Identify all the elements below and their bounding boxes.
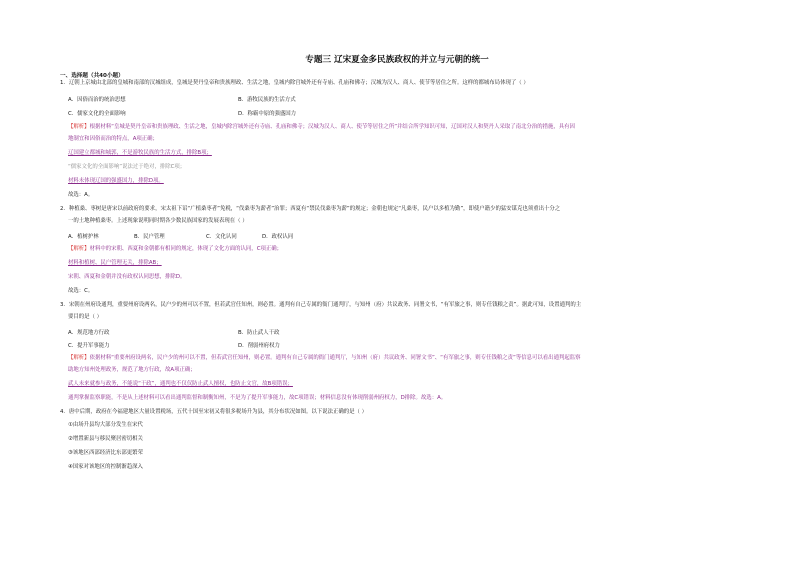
q3-analysis-tag: 【解析】 bbox=[68, 355, 90, 361]
q1-analysis-line-2: 地制宜和因俗而治的特点，A项正确； bbox=[68, 136, 158, 142]
q4-item-4: ④国家对该地区的控制渐趋深入 bbox=[68, 464, 143, 470]
q1-stem: 1．辽朝上京城由北部的皇城和南部的汉城组成，皇城是契丹皇帝和贵族理政、生活之地，皇城内除宫城外还有寺庙、孔庙和佛寺；汉城为汉人、商人、使节等居住之所。这样的都城布局体现了（ ） bbox=[60, 80, 529, 86]
q4-item-2: ②增置新县与移民聚居密切相关 bbox=[68, 436, 143, 442]
q2-analysis-text-1: 材料中的宋朝、西夏和金朝都有相同的规定，体现了文化方面的认同，C项正确； bbox=[89, 246, 283, 252]
q2-option-c: C．文化认同 bbox=[206, 234, 237, 240]
q3-analysis-line-1 bbox=[68, 355, 581, 362]
section-heading: 一、选择题（共40小题） bbox=[60, 73, 124, 79]
q1-analysis-line-5: 材料未体现辽国的强盛国力，排除D项。 bbox=[68, 178, 164, 184]
q1-option-a: A．因俗而治的统治思想 bbox=[68, 97, 126, 103]
q1-analysis-text-1: 根据材料“皇城是契丹皇帝和贵族理政、生活之地，皇城内除宫城外还有寺庙、孔庙和佛寺；汉城为汉人、商人、使节等居住之所”并结合所学知识可知，辽国对汉人和契丹人采取了南北分治的措施，具有因 bbox=[89, 124, 575, 130]
q1-option-c: C．儒家文化的全面影响 bbox=[68, 111, 126, 117]
q3-analysis-line-3: 武人未来就参与政务，不能说“干政”，通判也不仅仅防止武人擅权，也防止文官，故B项错误； bbox=[68, 381, 293, 387]
document-title: 专题三 辽宋夏金多民族政权的并立与元朝的统一 bbox=[305, 55, 489, 65]
q4-stem: 4．唐中后期，政府在今福建地区大量设置税场，五代十国至宋初又将很多税场升为县，其分布状况如图。以下说法正确的是（ ） bbox=[60, 409, 368, 415]
q3-analysis-line-2: 助地方知州处理政务，规范了地方行政，故A项正确； bbox=[68, 367, 196, 373]
q2-stem-line-1: 2．种植桑、枣树是唐宋以前政府的要求，宋太祖下诏“广植桑枣者”免税，“伐桑枣为薪者”治罪；西夏有“禁民伐桑枣为薪”的规定；金朝也规定“凡桑枣，民户以多植为勤”，即使户籍少的猛安谋克也须重出十分之 bbox=[60, 206, 561, 212]
q3-option-c: C．提升军事能力 bbox=[68, 343, 110, 349]
q2-analysis-tag: 【解析】 bbox=[68, 246, 90, 252]
q2-answer: 故选：C。 bbox=[68, 288, 94, 294]
q4-item-3: ③该地区西部经济比东部更繁荣 bbox=[68, 450, 143, 456]
q2-analysis-line-2: 材料和植树、民户管理无关，排除AB； bbox=[68, 260, 162, 266]
q3-option-d: D．削弱州府权力 bbox=[238, 343, 280, 349]
q2-stem-line-2: 一的土地种植桑枣。上述现象说明同时期各少数民族国家的发展表现在（ ） bbox=[68, 218, 248, 224]
q2-analysis-line-3: 宋朝、西夏和金朝并没有政权认同思想，排除D。 bbox=[68, 274, 186, 280]
q2-option-a: A．植树护林 bbox=[68, 234, 99, 240]
q1-option-b: B．游牧民族的生活方式 bbox=[238, 97, 296, 103]
q1-option-d: D．称霸中原的强盛国力 bbox=[238, 111, 297, 117]
q1-analysis-line-3: 辽国建立都城和城郭，不是游牧民族的生活方式，排除B项； bbox=[68, 150, 212, 156]
q4-item-1: ①由场升县均大部分发生在宋代 bbox=[68, 422, 143, 428]
q3-analysis-line-4: 通判掌握监察职能，不是从上述材料可以看出通判监督和制衡知州，不是为了提升军事能力，故C项错误；材料信息没有体现削弱州府权力，D排除。故选：A。 bbox=[68, 395, 447, 401]
q3-option-a: A．规范地方行政 bbox=[68, 330, 110, 336]
q3-analysis-text-1: 依据材料“重要州府设两名，民户少的州可以不置，但若武官任知州，则必置。通判有自己专属的衙门通判厅，与知州（府）共议政务、同署文书”、“有军旅之事，则专任钱粮之责”等信息可以看出通判起监察 bbox=[89, 355, 581, 361]
q3-stem-line-2: 要目的是（ ） bbox=[68, 314, 103, 320]
q3-option-b: B．防止武人干政 bbox=[238, 330, 280, 336]
q2-option-b: B．民户管理 bbox=[134, 234, 165, 240]
q1-answer: 故选：A。 bbox=[68, 192, 94, 198]
q2-option-d: D．政权认同 bbox=[262, 234, 294, 240]
q1-analysis-line-1 bbox=[68, 124, 575, 131]
q3-stem-line-1: 3．宋朝在州府设通判，重要州府设两名，民户少的州可以不置，但若武官任知州，则必置。通判有自己专属的衙门通判厅，与知州（府）共议政务、同署文书，“有军旅之事，则专任钱粮之责”。据此可知，设置通判的主 bbox=[60, 302, 582, 308]
q2-analysis-line-1 bbox=[68, 246, 282, 253]
q1-analysis-tag: 【解析】 bbox=[68, 124, 90, 130]
q1-analysis-line-4: “儒家文化的全面影响”说法过于绝对，排除C项； bbox=[68, 164, 186, 170]
